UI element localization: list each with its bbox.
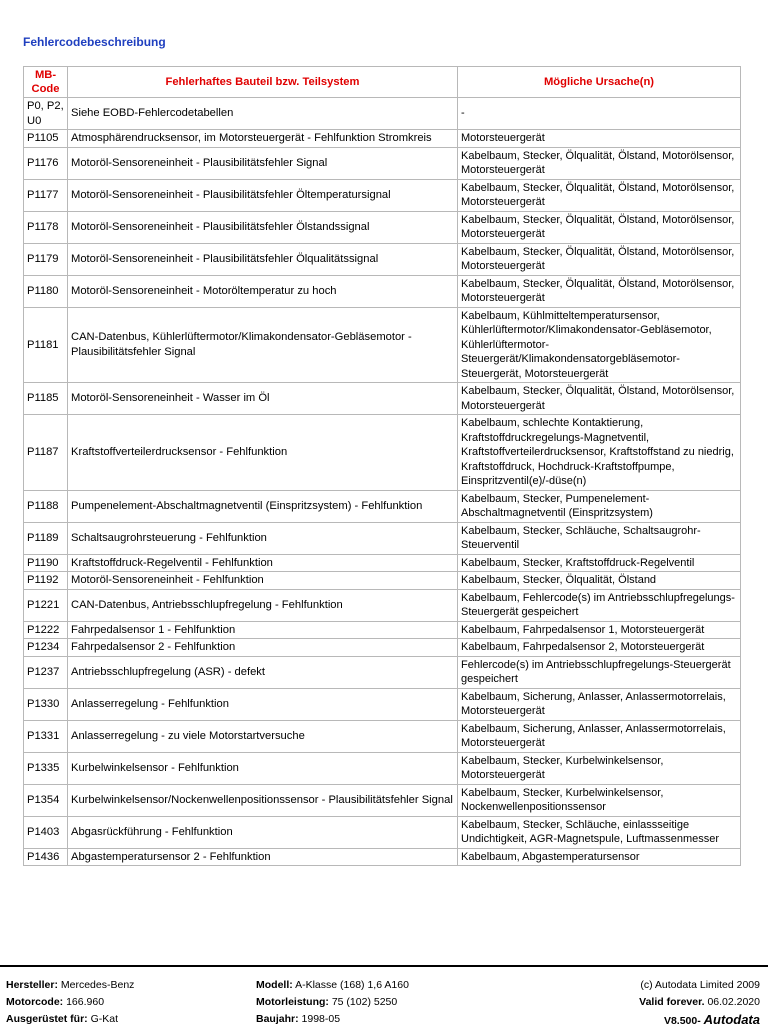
cell-cause: Kabelbaum, Fehlercode(s) im Antriebsschlupfregelungs-Steuergerät gespeichert	[458, 589, 741, 621]
table-row	[24, 415, 741, 491]
table-row	[24, 784, 741, 816]
modell-value: A-Klasse (168) 1,6 A160	[295, 979, 409, 991]
cell-code: P1105	[24, 130, 68, 148]
cell-cause: Kabelbaum, Stecker, Schläuche, einlassseitige Undichtigkeit, AGR-Magnetspule, Luftmassenmesser	[458, 816, 741, 848]
cell-code: P1177	[24, 179, 68, 211]
cell-part: CAN-Datenbus, Antriebsschlupfregelung - Fehlfunktion	[68, 589, 458, 621]
table-row	[24, 572, 741, 590]
table-row	[24, 307, 741, 383]
footer-ausgeruestet	[6, 1013, 118, 1025]
header-cause: Mögliche Ursache(n)	[458, 67, 741, 98]
cell-code: P1187	[24, 415, 68, 491]
baujahr-label: Baujahr:	[256, 1013, 299, 1025]
cell-part: Schaltsaugrohrsteuerung - Fehlfunktion	[68, 522, 458, 554]
cell-part: Motoröl-Sensoreneinheit - Plausibilitätsfehler Signal	[68, 147, 458, 179]
cell-cause: Kabelbaum, Stecker, Ölqualität, Ölstand, Motorölsensor, Motorsteuergerät	[458, 147, 741, 179]
cell-code: P1181	[24, 307, 68, 383]
cell-cause: Kabelbaum, Fahrpedalsensor 2, Motorsteuergerät	[458, 639, 741, 657]
leistung-label: Motorleistung:	[256, 996, 329, 1008]
footer-hersteller	[6, 979, 134, 991]
cell-code: P1185	[24, 383, 68, 415]
cell-part: Anlasserregelung - zu viele Motorstartversuche	[68, 720, 458, 752]
cell-code: P1335	[24, 752, 68, 784]
cell-cause: Kabelbaum, Stecker, Kurbelwinkelsensor, Motorsteuergerät	[458, 752, 741, 784]
cell-cause: Kabelbaum, Kühlmitteltemperatursensor, Kühlerlüftermotor/Klimakondensator-Gebläsemotor, Kühlerlüftermotor-Steuergerät/Klimakondensatorgebläsemotor-Steuergerät, Motorsteuergerät	[458, 307, 741, 383]
cell-code: P1330	[24, 688, 68, 720]
footer-motorcode	[6, 996, 104, 1008]
table-row	[24, 621, 741, 639]
cell-part: Fahrpedalsensor 1 - Fehlfunktion	[68, 621, 458, 639]
cell-code: P0, P2, U0	[24, 98, 68, 130]
footer-modell	[256, 979, 409, 991]
cell-part: Kurbelwinkelsensor/Nockenwellenpositionssensor - Plausibilitätsfehler Signal	[68, 784, 458, 816]
table-row	[24, 275, 741, 307]
motorcode-value: 166.960	[66, 996, 105, 1008]
version-label: V8.500-	[663, 1015, 701, 1026]
table-row	[24, 720, 741, 752]
cell-cause: Kabelbaum, Sicherung, Anlasser, Anlassermotorrelais, Motorsteuergerät	[458, 720, 741, 752]
footer-leistung	[256, 996, 397, 1008]
cell-cause: Kabelbaum, Stecker, Ölqualität, Ölstand, Motorölsensor, Motorsteuergerät	[458, 275, 741, 307]
cell-part: Atmosphärendrucksensor, im Motorsteuergerät - Fehlfunktion Stromkreis	[68, 130, 458, 148]
motorcode-label: Motorcode:	[6, 996, 64, 1008]
cell-code: P1403	[24, 816, 68, 848]
cell-part: Motoröl-Sensoreneinheit - Fehlfunktion	[68, 572, 458, 590]
cell-part: Motoröl-Sensoreneinheit - Plausibilitätsfehler Ölstandssignal	[68, 211, 458, 243]
cell-cause: Kabelbaum, Sicherung, Anlasser, Anlassermotorrelais, Motorsteuergerät	[458, 688, 741, 720]
cell-part: Antriebsschlupfregelung (ASR) - defekt	[68, 656, 458, 688]
cell-cause: Kabelbaum, Stecker, Schläuche, Schaltsaugrohr-Steuerventil	[458, 522, 741, 554]
cell-code: P1354	[24, 784, 68, 816]
table-row	[24, 211, 741, 243]
cell-part: Kraftstoffdruck-Regelventil - Fehlfunktion	[68, 554, 458, 572]
cell-cause: Kabelbaum, Stecker, Ölqualität, Ölstand	[458, 572, 741, 590]
table-row	[24, 639, 741, 657]
hersteller-value: Mercedes-Benz	[60, 979, 135, 991]
table-row	[24, 130, 741, 148]
leistung-value: 75 (102) 5250	[331, 996, 398, 1008]
cell-cause: Kabelbaum, Fahrpedalsensor 1, Motorsteuergerät	[458, 621, 741, 639]
cell-part: Siehe EOBD-Fehlercodetabellen	[68, 98, 458, 130]
footer-baujahr	[256, 1013, 340, 1025]
cell-cause: Kabelbaum, Stecker, Ölqualität, Ölstand, Motorölsensor, Motorsteuergerät	[458, 179, 741, 211]
cell-code: P1436	[24, 848, 68, 866]
table-row	[24, 816, 741, 848]
header-code: MB-Code	[24, 67, 68, 98]
cell-code: P1176	[24, 147, 68, 179]
table-row	[24, 554, 741, 572]
cell-cause: Kabelbaum, Stecker, Kraftstoffdruck-Regelventil	[458, 554, 741, 572]
cell-part: CAN-Datenbus, Kühlerlüftermotor/Klimakondensator-Gebläsemotor - Plausibilitätsfehler Signal	[68, 307, 458, 383]
valid-label: Valid forever.	[639, 996, 705, 1008]
page-footer	[0, 965, 768, 1026]
cell-cause: Kabelbaum, Stecker, Ölqualität, Ölstand, Motorölsensor, Motorsteuergerät	[458, 383, 741, 415]
cell-code: P1192	[24, 572, 68, 590]
cell-part: Pumpenelement-Abschaltmagnetventil (Einspritzsystem) - Fehlfunktion	[68, 490, 458, 522]
table-row	[24, 688, 741, 720]
print-date: 06.02.2020	[707, 996, 760, 1008]
cell-code: P1221	[24, 589, 68, 621]
cell-code: P1189	[24, 522, 68, 554]
ausgeruestet-value: G-Kat	[90, 1013, 119, 1025]
table-row	[24, 522, 741, 554]
table-row	[24, 490, 741, 522]
cell-code: P1188	[24, 490, 68, 522]
cell-part: Motoröl-Sensoreneinheit - Motoröltemperatur zu hoch	[68, 275, 458, 307]
footer-copyright: (c) Autodata Limited 2009	[640, 979, 760, 991]
cell-part: Kraftstoffverteilerdrucksensor - Fehlfunktion	[68, 415, 458, 491]
table-row	[24, 98, 741, 130]
cell-code: P1180	[24, 275, 68, 307]
cell-part: Motoröl-Sensoreneinheit - Plausibilitätsfehler Öltemperatursignal	[68, 179, 458, 211]
cell-part: Kurbelwinkelsensor - Fehlfunktion	[68, 752, 458, 784]
page-title: Fehlercodebeschreibung	[23, 35, 166, 49]
cell-code: P1178	[24, 211, 68, 243]
baujahr-value: 1998-05	[301, 1013, 341, 1025]
fault-code-table	[23, 66, 741, 866]
cell-part: Abgasrückführung - Fehlfunktion	[68, 816, 458, 848]
table-row	[24, 179, 741, 211]
table-row	[24, 589, 741, 621]
ausgeruestet-label: Ausgerüstet für:	[6, 1013, 88, 1025]
table-header-row	[24, 67, 741, 98]
cell-cause: Kabelbaum, Stecker, Kurbelwinkelsensor, Nockenwellenpositionssensor	[458, 784, 741, 816]
header-part: Fehlerhaftes Bauteil bzw. Teilsystem	[68, 67, 458, 98]
autodata-logo: Autodata	[703, 1012, 760, 1026]
modell-label: Modell:	[256, 979, 293, 991]
cell-part: Motoröl-Sensoreneinheit - Plausibilitätsfehler Ölqualitätssignal	[68, 243, 458, 275]
cell-code: P1237	[24, 656, 68, 688]
table-row	[24, 752, 741, 784]
table-row	[24, 383, 741, 415]
cell-code: P1190	[24, 554, 68, 572]
table-row	[24, 147, 741, 179]
cell-code: P1331	[24, 720, 68, 752]
cell-cause: Kabelbaum, Abgastemperatursensor	[458, 848, 741, 866]
cell-cause: Motorsteuergerät	[458, 130, 741, 148]
table-row	[24, 656, 741, 688]
cell-part: Abgastemperatursensor 2 - Fehlfunktion	[68, 848, 458, 866]
cell-code: P1222	[24, 621, 68, 639]
cell-code: P1234	[24, 639, 68, 657]
cell-cause: Kabelbaum, schlechte Kontaktierung, Kraftstoffdruckregelungs-Magnetventil, Kraftstoffverteilerdrucksensor, Kraftstoffstand zu niedrig, Kraftstoffdruck, Hochdruck-Kraftstoffpumpe, Einspritzventil(e)/-düse(n)	[458, 415, 741, 491]
cell-code: P1179	[24, 243, 68, 275]
cell-cause: -	[458, 98, 741, 130]
footer-validity	[639, 996, 760, 1008]
cell-cause: Kabelbaum, Stecker, Pumpenelement-Abschaltmagnetventil (Einspritzsystem)	[458, 490, 741, 522]
cell-cause: Kabelbaum, Stecker, Ölqualität, Ölstand, Motorölsensor, Motorsteuergerät	[458, 211, 741, 243]
cell-cause: Kabelbaum, Stecker, Ölqualität, Ölstand, Motorölsensor, Motorsteuergerät	[458, 243, 741, 275]
table-row	[24, 243, 741, 275]
hersteller-label: Hersteller:	[6, 979, 58, 991]
table-row	[24, 848, 741, 866]
cell-cause: Fehlercode(s) im Antriebsschlupfregelungs-Steuergerät gespeichert	[458, 656, 741, 688]
cell-part: Anlasserregelung - Fehlfunktion	[68, 688, 458, 720]
cell-part: Motoröl-Sensoreneinheit - Wasser im Öl	[68, 383, 458, 415]
cell-part: Fahrpedalsensor 2 - Fehlfunktion	[68, 639, 458, 657]
